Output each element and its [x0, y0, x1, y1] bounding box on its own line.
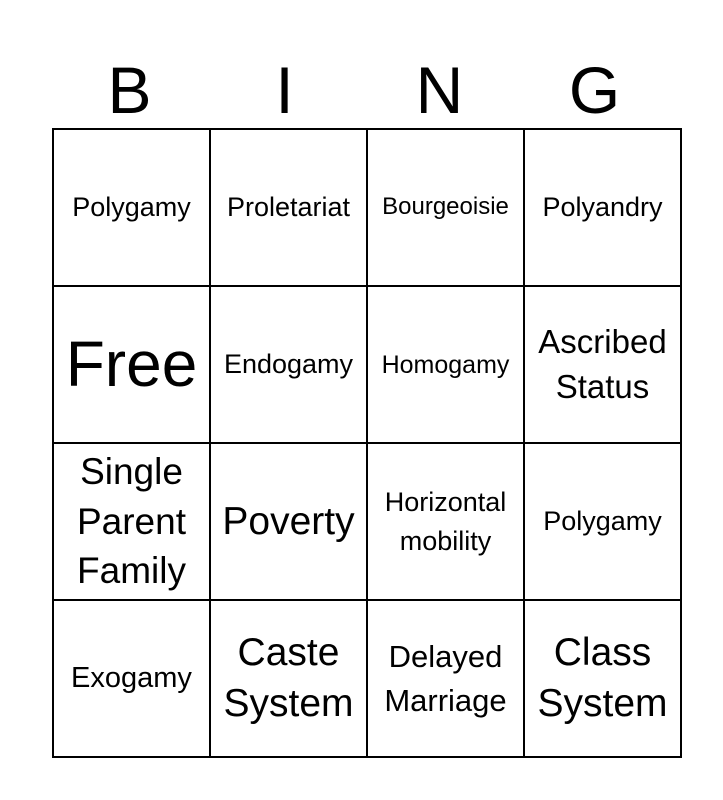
board-row — [53, 286, 681, 443]
free-cell[interactable] — [53, 286, 210, 443]
bingo-header — [52, 52, 672, 128]
cell-label: Homogamy — [381, 350, 510, 379]
bingo-cell[interactable] — [53, 129, 210, 286]
bingo-cell[interactable] — [524, 600, 681, 757]
header-letter-n: N — [415, 53, 464, 127]
board-row — [53, 443, 681, 600]
bingo-board — [52, 128, 682, 758]
cell-label: Delayed Marriage — [384, 639, 507, 718]
cell-label: Single Parent Family — [76, 451, 186, 592]
cell-label: Polygamy — [543, 506, 662, 537]
bingo-cell[interactable] — [367, 600, 524, 757]
cell-label: Poverty — [222, 499, 355, 543]
cell-label: Polyandry — [542, 192, 663, 223]
bingo-cell[interactable] — [367, 129, 524, 286]
bingo-cell[interactable] — [524, 129, 681, 286]
cell-label: Horizontal mobility — [384, 487, 507, 556]
bingo-cell[interactable] — [210, 286, 367, 443]
bingo-cell[interactable] — [524, 443, 681, 600]
cell-label: Endogamy — [223, 349, 354, 380]
cell-label: Bourgeoisie — [382, 193, 509, 221]
bingo-cell[interactable] — [210, 129, 367, 286]
bingo-cell[interactable] — [210, 443, 367, 600]
cell-label: Class System — [537, 630, 668, 725]
cell-label: Ascribed Status — [538, 322, 667, 405]
bingo-cell[interactable] — [367, 443, 524, 600]
header-letter-g: G — [568, 53, 621, 127]
bingo-cell[interactable] — [53, 600, 210, 757]
cell-label: Proletariat — [226, 192, 351, 223]
header-letter-i: I — [275, 53, 294, 127]
header-letter-b: B — [107, 53, 152, 127]
cell-label: Polygamy — [72, 192, 191, 223]
cell-label: Free — [65, 327, 198, 400]
cell-label: Caste System — [223, 630, 354, 725]
bingo-cell[interactable] — [524, 286, 681, 443]
board-row — [53, 129, 681, 286]
board-row — [53, 600, 681, 757]
bingo-cell[interactable] — [367, 286, 524, 443]
bingo-cell[interactable] — [210, 600, 367, 757]
bingo-cell[interactable] — [53, 443, 210, 600]
cell-label: Exogamy — [71, 662, 192, 695]
